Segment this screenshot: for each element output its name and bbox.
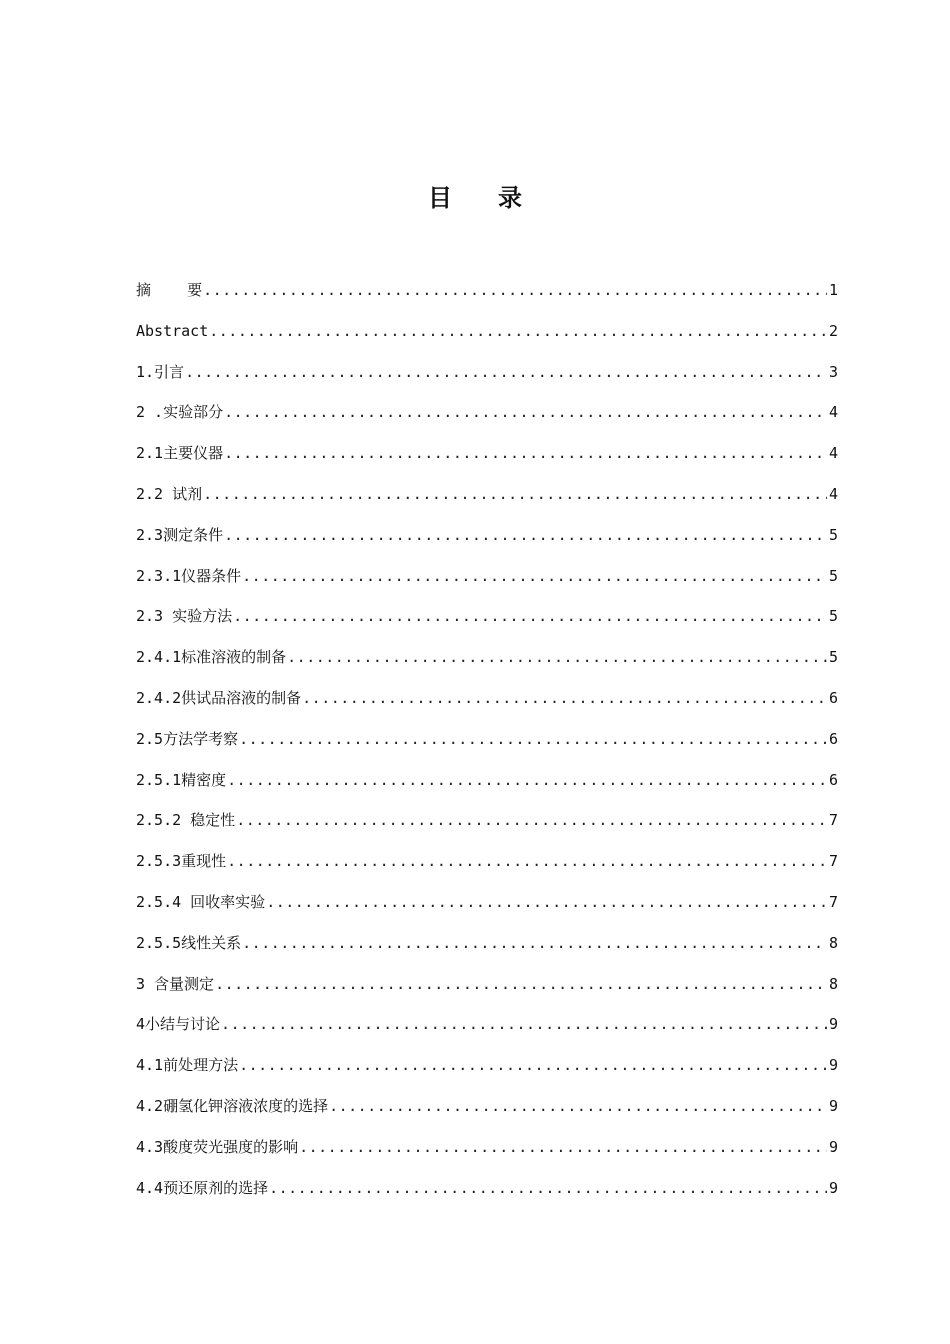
toc-entry-label: 2.4.1标准溶液的制备	[136, 648, 287, 667]
toc-entry-page: 4	[828, 444, 838, 463]
dot-leader	[239, 722, 827, 756]
toc-entry-page: 9	[828, 1178, 838, 1197]
toc-entry-label: 2.5.1精密度	[136, 770, 227, 789]
toc-entry-label: 2.3测定条件	[136, 525, 224, 544]
toc-entry-page: 5	[828, 566, 838, 585]
toc-entry-page: 8	[828, 974, 838, 993]
toc-entry-label: 2.5.3重现性	[136, 852, 227, 871]
dot-leader	[329, 1089, 827, 1123]
toc-entry-page: 4	[828, 403, 838, 422]
toc-entry-label: 4.2硼氢化钾溶液浓度的选择	[136, 1096, 329, 1115]
toc-entry-label: 4.1前处理方法	[136, 1056, 239, 1075]
toc-entry[interactable]	[136, 967, 838, 1008]
dot-leader	[215, 967, 827, 1001]
dot-leader	[242, 559, 827, 593]
toc-entry[interactable]	[136, 518, 838, 559]
toc-entry-label: 2.5.5线性关系	[136, 933, 242, 952]
toc-entry-label: 2.2 试剂	[136, 484, 203, 503]
table-of-contents	[136, 273, 838, 1211]
dot-leader	[221, 1007, 827, 1041]
toc-entry[interactable]	[136, 395, 838, 436]
toc-entry-label: 2.5.2 稳定性	[136, 811, 236, 830]
toc-entry[interactable]	[136, 599, 838, 640]
dot-leader	[203, 477, 827, 511]
toc-entry[interactable]	[136, 477, 838, 518]
dot-leader	[203, 273, 827, 307]
dot-leader	[236, 803, 827, 837]
toc-entry-page: 4	[828, 484, 838, 503]
toc-entry-page: 9	[828, 1096, 838, 1115]
toc-entry-page: 6	[828, 729, 838, 748]
toc-entry[interactable]	[136, 1089, 838, 1130]
dot-leader	[299, 1130, 827, 1164]
toc-entry-page: 1	[828, 281, 838, 299]
toc-entry-label: 1.引言	[136, 362, 185, 381]
toc-entry-page: 5	[828, 525, 838, 544]
toc-entry[interactable]	[136, 436, 838, 477]
toc-entry[interactable]	[136, 763, 838, 804]
toc-entry[interactable]	[136, 559, 838, 600]
dot-leader	[209, 314, 827, 348]
page-title	[0, 178, 950, 213]
toc-entry-label: 2.4.2供试品溶液的制备	[136, 688, 302, 707]
toc-entry-page: 7	[828, 852, 838, 871]
toc-entry-label: 2.5方法学考察	[136, 729, 239, 748]
toc-entry[interactable]	[136, 1130, 838, 1171]
toc-entry[interactable]	[136, 926, 838, 967]
toc-entry-label: 3 含量测定	[136, 974, 215, 993]
toc-entry-page: 2	[828, 321, 838, 340]
toc-entry-label: 4.3酸度荧光强度的影响	[136, 1137, 299, 1156]
toc-entry[interactable]	[136, 803, 838, 844]
dot-leader	[185, 355, 827, 389]
toc-entry[interactable]	[136, 885, 838, 926]
toc-entry[interactable]	[136, 681, 838, 722]
toc-entry-label: 4小结与讨论	[136, 1015, 221, 1034]
dot-leader	[287, 640, 827, 674]
dot-leader	[227, 844, 827, 878]
toc-entry[interactable]	[136, 844, 838, 885]
dot-leader	[227, 763, 827, 797]
title-char-2: 录	[498, 184, 522, 212]
toc-entry-label: 2.3 实验方法	[136, 607, 233, 626]
toc-entry-page: 9	[828, 1015, 838, 1034]
dot-leader	[224, 395, 827, 429]
title-char-1: 目	[428, 184, 452, 212]
toc-entry-label: 2.3.1仪器条件	[136, 566, 242, 585]
toc-entry-label: Abstract	[136, 321, 209, 340]
dot-leader	[242, 926, 827, 960]
toc-entry-page: 6	[828, 688, 838, 707]
toc-entry[interactable]	[136, 1048, 838, 1089]
dot-leader	[224, 518, 827, 552]
toc-entry-page: 5	[828, 607, 838, 626]
toc-entry-page: 9	[828, 1056, 838, 1075]
dot-leader	[302, 681, 827, 715]
toc-entry[interactable]	[136, 355, 838, 396]
toc-entry-label: 2.1主要仪器	[136, 444, 224, 463]
dot-leader	[266, 885, 827, 919]
toc-entry-page: 8	[828, 933, 838, 952]
toc-entry[interactable]	[136, 640, 838, 681]
toc-entry-label: 摘 要	[136, 281, 203, 299]
toc-entry-page: 5	[828, 648, 838, 667]
toc-entry-page: 3	[828, 362, 838, 381]
toc-entry[interactable]	[136, 314, 838, 355]
dot-leader	[239, 1048, 827, 1082]
toc-entry-page: 7	[828, 892, 838, 911]
toc-entry[interactable]	[136, 1007, 838, 1048]
dot-leader	[233, 599, 827, 633]
toc-entry-page: 7	[828, 811, 838, 830]
dot-leader	[224, 436, 827, 470]
toc-entry-label: 2.5.4 回收率实验	[136, 892, 266, 911]
dot-leader	[269, 1171, 827, 1205]
toc-entry-page: 9	[828, 1137, 838, 1156]
toc-entry[interactable]	[136, 1171, 838, 1212]
toc-entry[interactable]	[136, 722, 838, 763]
toc-entry-page: 6	[828, 770, 838, 789]
toc-entry-label: 2 .实验部分	[136, 403, 224, 422]
toc-entry-label: 4.4预还原剂的选择	[136, 1178, 269, 1197]
toc-entry[interactable]	[136, 273, 838, 314]
